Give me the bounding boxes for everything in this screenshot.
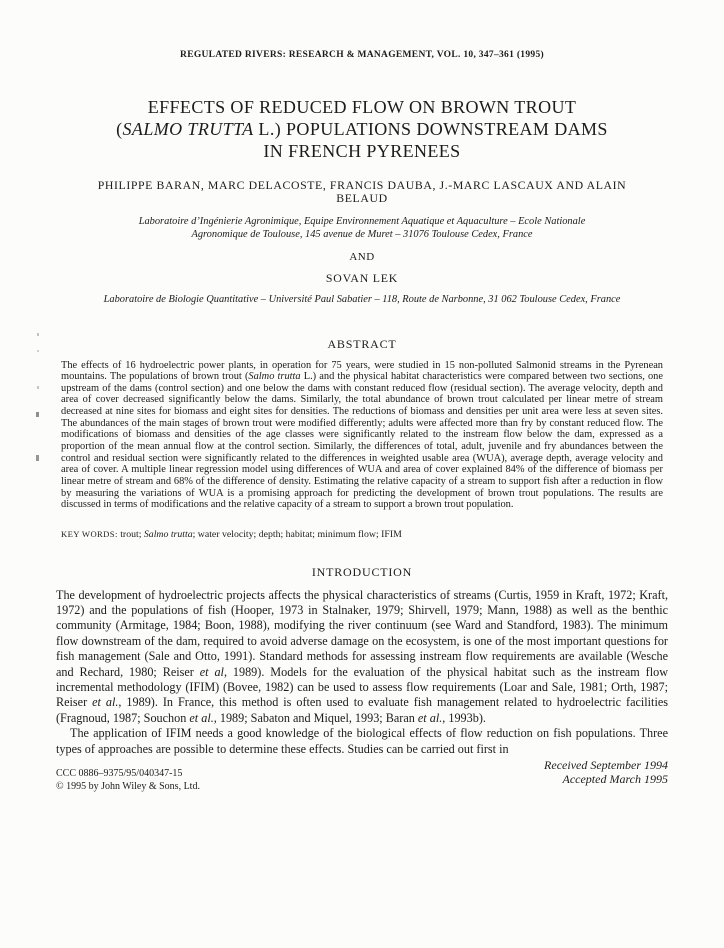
affiliation-1-line-2: Agronomique de Toulouse, 145 avenue de Muret – 31076 Toulouse Cedex, France <box>191 228 533 240</box>
footer-left <box>56 759 200 793</box>
introduction-text <box>56 588 668 757</box>
title-line-3: IN FRENCH PYRENEES <box>263 141 461 161</box>
keywords-label: KEY WORDS: <box>61 529 118 540</box>
affiliation-1-line-1: Laboratoire d’Ingénierie Agronimique, Equipe Environnement Aquatique et Aquaculture – Ecole Nationale <box>138 216 586 227</box>
keywords-line <box>61 529 663 541</box>
authors-line-1: PHILIPPE BARAN, MARC DELACOSTE, FRANCIS DAUBA, J.-MARC LASCAUX AND ALAIN <box>97 178 627 192</box>
title-line-2: (SALMO TRUTTA L.) POPULATIONS DOWNSTREAM DAMS <box>116 119 608 139</box>
scan-artifact-dot <box>37 333 39 336</box>
affiliation-1 <box>70 216 654 241</box>
copyright-line: © 1995 by John Wiley & Sons, Ltd. <box>56 780 200 792</box>
scan-artifact-dot <box>37 350 39 352</box>
keywords-list: trout; Salmo trutta; water velocity; depth; habitat; minimum flow; IFIM <box>117 529 402 541</box>
footer-right <box>544 759 668 786</box>
authors-line <box>0 179 724 205</box>
ccc-line: CCC 0886–9375/95/040347-15 <box>56 768 183 779</box>
affiliation-2: Laboratoire de Biologie Quantitative – Université Paul Sabatier – 118, Route de Narbonne, 31 062 Toulouse Cedex, France <box>103 294 621 305</box>
scan-artifact-dot <box>37 386 39 389</box>
scan-artifact-dot <box>36 412 39 417</box>
received-line: Received September 1994 <box>544 758 668 772</box>
author-2: SOVAN LEK <box>325 271 399 285</box>
accepted-line: Accepted March 1995 <box>562 771 668 786</box>
title-line-1: EFFECTS OF REDUCED FLOW ON BROWN TROUT <box>147 97 577 117</box>
authors-line-2: BELAUD <box>336 191 388 205</box>
footer <box>56 759 668 793</box>
journal-header: REGULATED RIVERS: RESEARCH & MANAGEMENT, VOL. 10, 347–361 (1995) <box>180 50 544 60</box>
introduction-heading: INTRODUCTION <box>311 564 413 579</box>
article-title <box>40 96 684 162</box>
abstract-heading: ABSTRACT <box>327 336 397 351</box>
intro-paragraph-1: The development of hydroelectric projects affects the physical characteristics of streams (Curtis, 1959 in Kraft, 1972; Kraft, 1972) and the populations of fish (Hooper, 1973 in Stalnaker, 1979; Shirvell, 1979; Mann, 1988) as well as the benthic community (Armitage, 1984; Boon, 1988), modifying the river continuum (see Ward and Standford, 1983). The minimum flow downstream of the dam, required to avoid adverse damage on the ecosystem, is one of the most important questions for fish management (Sale and Otto, 1991). Standard methods for assessing instream flow requirements are available (Wesche and Rechard, 1980; Reiser et al, 1989). Models for the evaluation of the physical habitat such as the instream flow incremental methodology (IFIM) (Bovee, 1982) can be used to assess flow requirements (Loar and Sale, 1981; Orth, 1987; Reiser et al., 1989). In France, this method is often used to evaluate fish management related to hydroelectric facilities (Fragnoud, 1987; Souchon et al., 1989; Sabaton and Miquel, 1993; Baran et al., 1993b). <box>56 587 668 725</box>
and-separator: AND <box>349 251 375 263</box>
abstract-text: The effects of 16 hydroelectric power plants, in operation for 75 years, were studied in 15 non-polluted Salmonid streams in the Pyrenean mountains. The populations of brown trout (Salmo trutta L.) and the physical habitat characteristics were compared between two sections, one upstream of the dams (control section) and one below the dams with constant reduced flow (residual section). The average velocity, depth and area of cover decreased significantly below the dams. Similarly, the total abundance of brown trout calculated per linear metre of stream decreased at nine sites for biomass and eight sites for densities. The reductions of biomass and densities per unit area were less at seven sites. The abundances of the main stages of brown trout were modified differently; adults were affected more than fry by constant reduced flow. The modifications of biomass and densities of the age classes were significantly related to the instream flow below the dam, expressed as a proportion of the mean annual flow at the control section. Similarly, the differences of total, adult, juvenile and fry abundances between the control and residual section were significantly related to the differences in weighted usable area (WUA), average depth, average velocity and area of cover. A multiple linear regression model using differences of WUA and area of cover explained 84% of the difference of biomass per linear metre of stream and 68% of the difference of density. Estimating the relative capacity of a stream to support fish after a reduction in flow by measuring the variations of WUA is a promising approach for predicting the development of brown trout populations. The results are discussed in terms of modifications and the relative capacity of a stream to support a brown trout population. <box>61 359 663 511</box>
scan-artifact-dot <box>36 455 39 461</box>
intro-paragraph-2: The application of IFIM needs a good knowledge of the biological effects of flow reduction on fish populations. Three types of approaches are possible to determine these effects. Studies can be carried out first in <box>56 726 668 756</box>
